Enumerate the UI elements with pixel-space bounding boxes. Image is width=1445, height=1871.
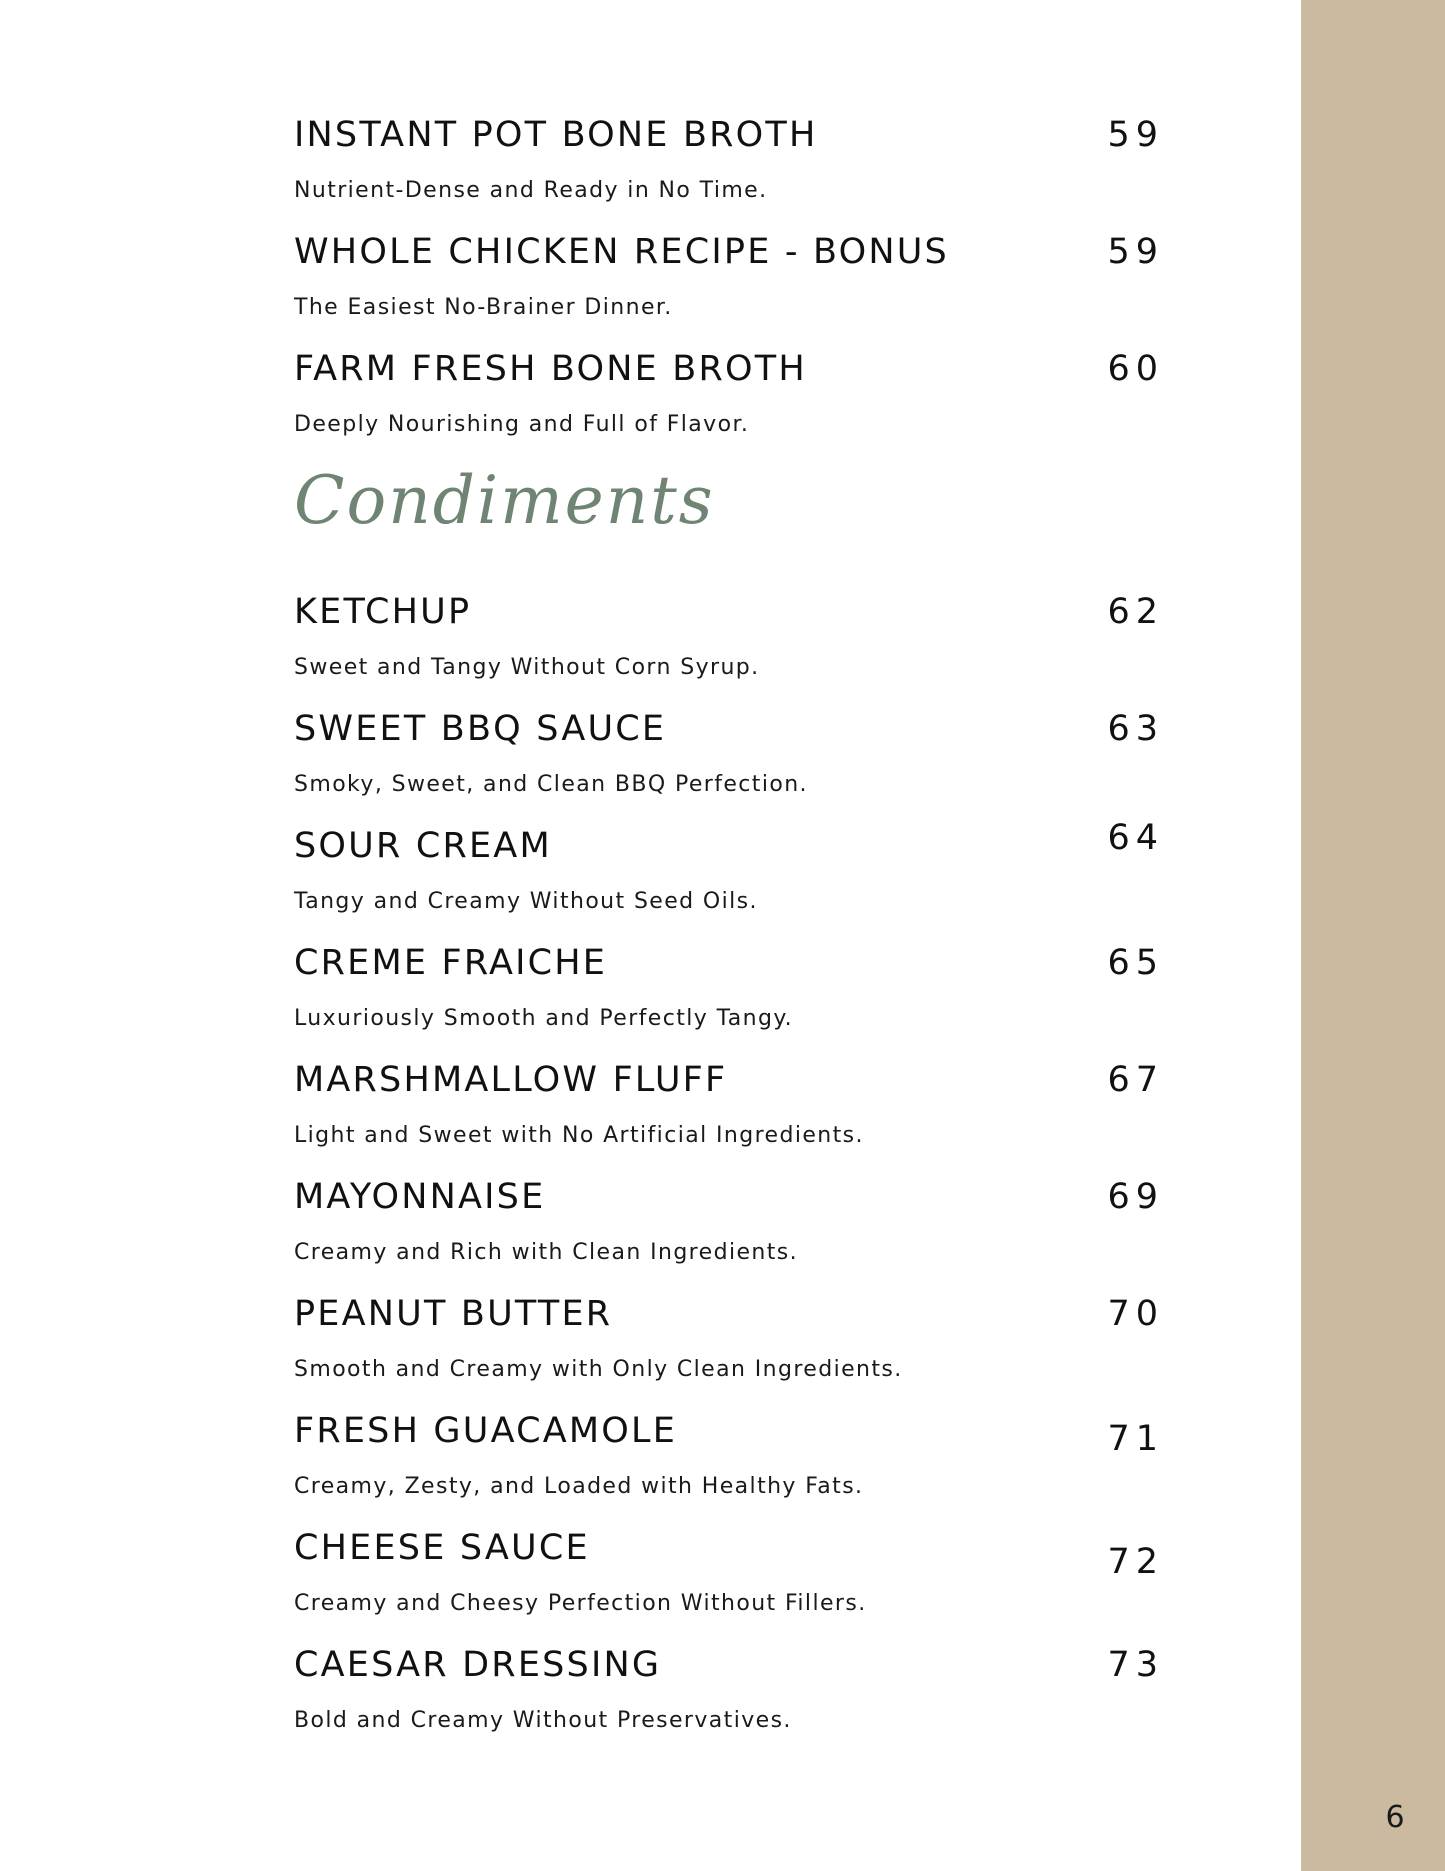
entry-page-number: 73 <box>1107 1645 1164 1685</box>
entry-description: Light and Sweet with No Artificial Ingredients. <box>294 1123 864 1148</box>
entry-title: SOUR CREAM <box>294 826 552 866</box>
entry-page-number: 63 <box>1107 709 1164 749</box>
entry-page-number: 64 <box>1107 818 1164 858</box>
entry-description: Creamy and Rich with Clean Ingredients. <box>294 1240 799 1265</box>
entry-page-number: 59 <box>1107 115 1164 155</box>
entry-page-number: 62 <box>1107 592 1164 632</box>
entry-title: CREME FRAICHE <box>294 943 608 983</box>
entry-title: SWEET BBQ SAUCE <box>294 709 667 749</box>
entry-title: CAESAR DRESSING <box>294 1645 662 1685</box>
entry-title: FARM FRESH BONE BROTH <box>294 349 807 389</box>
section-heading-condiments: Condiments <box>294 462 715 539</box>
entry-title: FRESH GUACAMOLE <box>294 1411 678 1451</box>
entry-description: Creamy, Zesty, and Loaded with Healthy Fats. <box>294 1474 864 1499</box>
entry-title: CHEESE SAUCE <box>294 1528 590 1568</box>
entry-page-number: 72 <box>1107 1542 1164 1582</box>
entry-page-number: 71 <box>1107 1419 1164 1459</box>
entry-description: Smoky, Sweet, and Clean BBQ Perfection. <box>294 772 808 797</box>
entry-title: PEANUT BUTTER <box>294 1294 613 1334</box>
entry-description: Deeply Nourishing and Full of Flavor. <box>294 412 750 437</box>
entry-page-number: 59 <box>1107 232 1164 272</box>
sidebar-band <box>1301 0 1445 1871</box>
entry-description: The Easiest No-Brainer Dinner. <box>294 295 673 320</box>
entry-title: MARSHMALLOW FLUFF <box>294 1060 728 1100</box>
entry-description: Luxuriously Smooth and Perfectly Tangy. <box>294 1006 794 1031</box>
entry-page-number: 70 <box>1107 1294 1164 1334</box>
entry-page-number: 65 <box>1107 943 1164 983</box>
entry-title: KETCHUP <box>294 592 472 632</box>
entry-page-number: 69 <box>1107 1177 1164 1217</box>
entry-description: Creamy and Cheesy Perfection Without Fillers. <box>294 1591 867 1616</box>
entry-description: Bold and Creamy Without Preservatives. <box>294 1708 792 1733</box>
entry-description: Nutrient-Dense and Ready in No Time. <box>294 178 768 203</box>
entry-description: Tangy and Creamy Without Seed Oils. <box>294 889 758 914</box>
entry-description: Smooth and Creamy with Only Clean Ingredients. <box>294 1357 903 1382</box>
page-number: 6 <box>1385 1800 1405 1835</box>
entry-description: Sweet and Tangy Without Corn Syrup. <box>294 655 760 680</box>
entry-title: INSTANT POT BONE BROTH <box>294 115 818 155</box>
entry-title: MAYONNAISE <box>294 1177 546 1217</box>
entry-page-number: 60 <box>1107 349 1164 389</box>
entry-title: WHOLE CHICKEN RECIPE - BONUS <box>294 232 949 272</box>
entry-page-number: 67 <box>1107 1060 1164 1100</box>
